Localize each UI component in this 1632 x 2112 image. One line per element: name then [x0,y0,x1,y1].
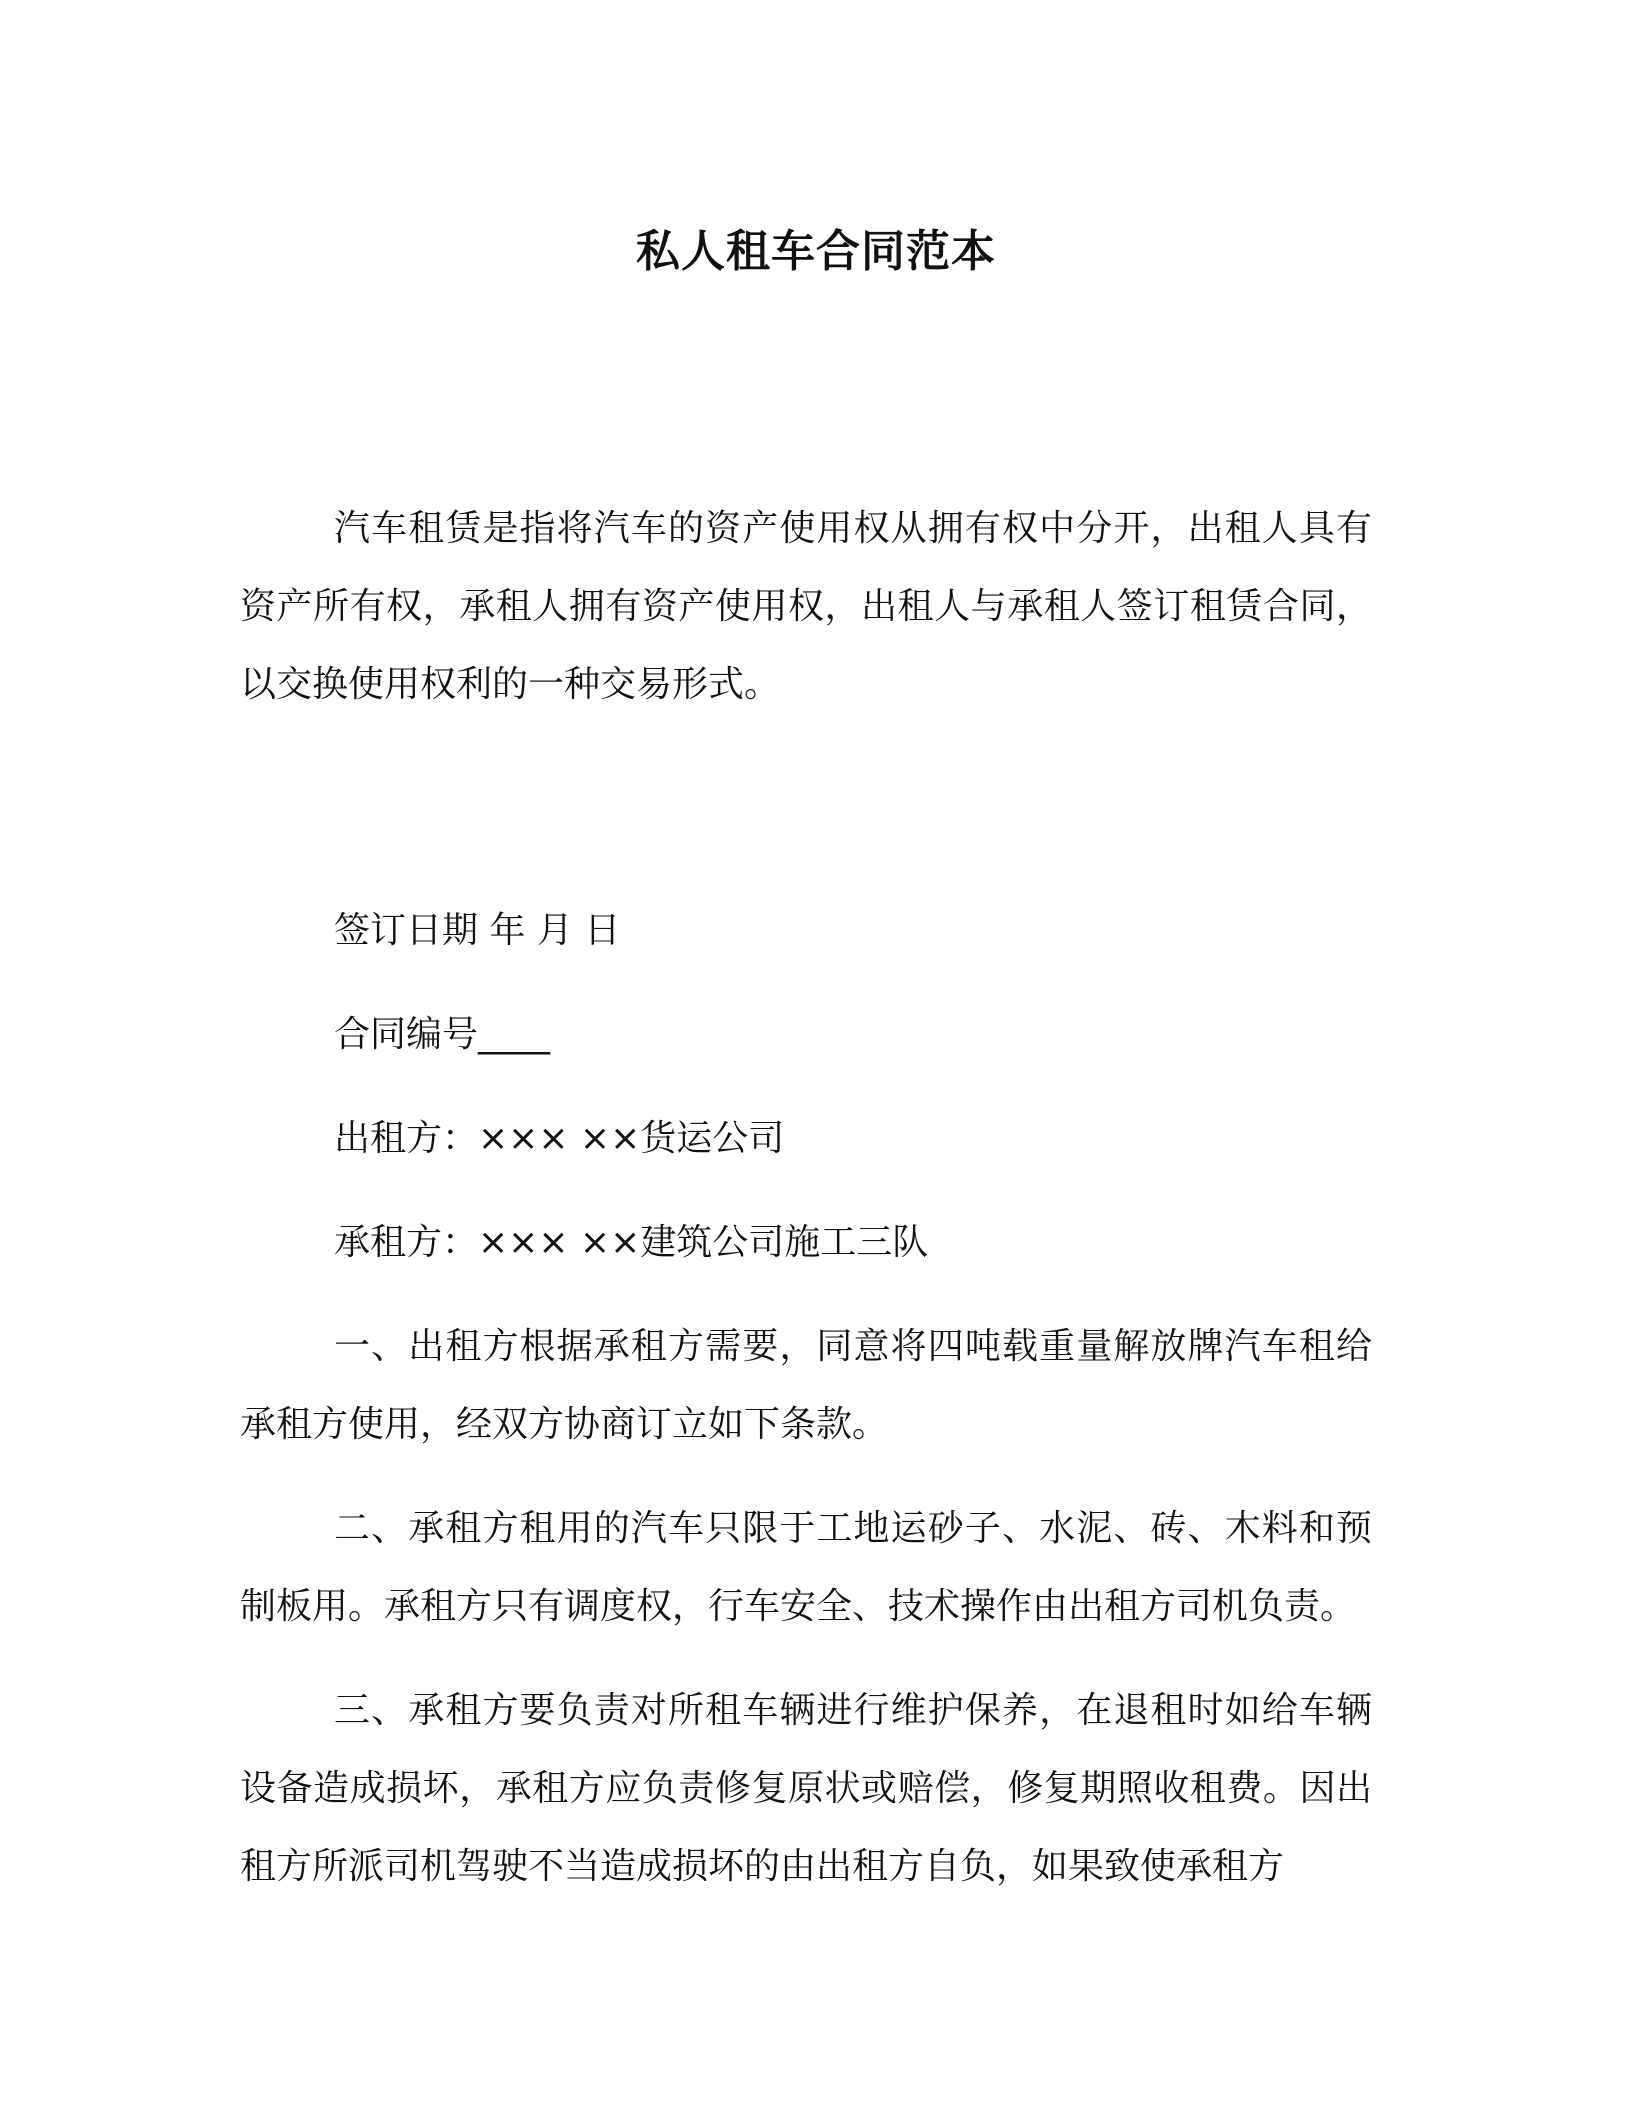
lessee-line: 承租方：××× ××建筑公司施工三队 [334,1222,929,1263]
document-body [240,490,1372,1906]
spacer [240,1282,1372,1308]
clause-3: 三、承租方要负责对所租车辆进行维护保养，在退租时如给车辆设备造成损坏，承租方应负责修复原状或赔偿，修复期照收租费。因出租方所派司机驾驶不当造成损坏的由出租方自负，如果致使承租方 [240,1690,1372,1887]
spacer [240,970,1372,996]
spacer [240,1178,1372,1204]
contract-number: 合同编号____ [334,1014,551,1055]
spacer [240,724,1372,892]
spacer [240,1646,1372,1672]
document-title: 私人租车合同范本 [636,226,996,277]
spacer [240,1074,1372,1100]
intro-paragraph: 汽车租赁是指将汽车的资产使用权从拥有权中分开，出租人具有资产所有权，承租人拥有资产使用权，出租人与承租人签订租赁合同，以交换使用权利的一种交易形式。 [240,508,1372,705]
clause-1: 一、出租方根据承租方需要，同意将四吨载重量解放牌汽车租给承租方使用，经双方协商订立如下条款。 [240,1326,1372,1445]
lessor-line: 出租方：××× ××货运公司 [334,1118,785,1159]
sign-date: 签订日期 年 月 日 [334,910,621,951]
spacer [240,1464,1372,1490]
clause-2: 二、承租方租用的汽车只限于工地运砂子、水泥、砖、木料和预制板用。承租方只有调度权，行车安全、技术操作由出租方司机负责。 [240,1508,1372,1627]
